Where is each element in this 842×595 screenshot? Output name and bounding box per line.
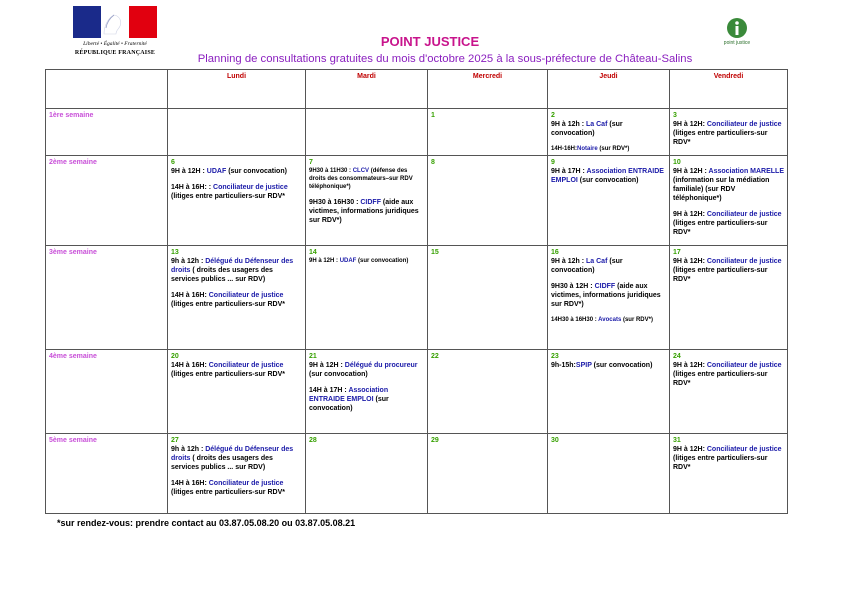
day-number: 28 xyxy=(309,437,317,444)
consultation-entry xyxy=(171,445,302,472)
entry-details: (sur convocation) xyxy=(226,168,287,175)
day-cell xyxy=(428,434,548,514)
consultation-entry xyxy=(551,282,666,309)
entry-details: (aide aux victimes, informations juridiques sur RDV*) xyxy=(309,199,419,224)
header-corner-cell xyxy=(46,70,168,109)
consultation-entry xyxy=(309,386,424,413)
entry-details: (sur RDV*) xyxy=(597,146,630,152)
entry-details: (litiges entre particuliers-sur RDV* xyxy=(673,371,768,387)
entry-time: 14H à 16H: xyxy=(171,362,209,369)
day-number: 15 xyxy=(431,249,439,256)
entry-provider: Notaire xyxy=(577,146,598,152)
day-number: 14 xyxy=(309,249,317,256)
entry-time: 9H à 12H : xyxy=(309,258,340,264)
entry-provider: Conciliateur de justice xyxy=(208,480,284,487)
entry-spacer xyxy=(309,379,424,386)
consultation-entry xyxy=(309,257,424,265)
week-label: 2ème semaine xyxy=(46,156,168,246)
day-cell xyxy=(168,246,306,350)
table-header-row xyxy=(46,70,788,109)
entry-provider: Association ENTRAIDE EMPLOI xyxy=(309,387,389,403)
consultation-entry xyxy=(171,479,302,497)
entry-provider: Conciliateur de justice xyxy=(706,211,782,218)
day-number: 9 xyxy=(551,159,555,166)
entry-details: (litiges entre particuliers-sur RDV* xyxy=(171,489,285,496)
entry-details: (aide aux victimes, informations juridiques sur RDV*) xyxy=(551,283,661,308)
day-number: 3 xyxy=(673,112,677,119)
entry-details: (information sur la médiation familiale) (sur RDV téléphonique*) xyxy=(673,177,770,202)
entry-provider: Conciliateur de justice xyxy=(706,258,782,265)
republique-francaise-logo xyxy=(70,6,160,60)
entry-time: 14H-16H: xyxy=(551,146,578,152)
day-header-vendredi: Vendredi xyxy=(670,70,788,109)
entry-time: 9h à 12h : xyxy=(171,258,206,265)
entry-time: 14H à 16H: xyxy=(171,480,209,487)
week-label: 4ème semaine xyxy=(46,350,168,434)
entry-time: 9H30 à 16H30 : xyxy=(309,199,361,206)
week-label: 1ère semaine xyxy=(46,109,168,156)
entry-provider: UDAF xyxy=(339,258,357,264)
entry-time: 9h à 12h : xyxy=(171,446,206,453)
day-cell xyxy=(306,434,428,514)
entry-provider: La Caf xyxy=(586,121,608,128)
entry-spacer xyxy=(309,191,424,198)
day-number: 6 xyxy=(171,159,175,166)
entry-provider: CIDFF xyxy=(594,283,616,290)
entry-time: 9H30 à 11H30 : xyxy=(309,168,353,174)
entry-details: (sur convocation) xyxy=(356,258,409,264)
footer-note: *sur rendez-vous: prendre contact au 03.87.05.08.20 ou 03.87.05.08.21 xyxy=(57,518,356,528)
entry-provider: Délégué du Défenseur des droits xyxy=(171,258,294,274)
consultation-entry xyxy=(551,167,666,185)
day-number: 30 xyxy=(551,437,559,444)
day-cell xyxy=(168,156,306,246)
entry-details: (sur convocation) xyxy=(551,258,623,274)
day-cell xyxy=(670,109,788,156)
entry-time: 14H à 17H : xyxy=(309,387,349,394)
consultation-entry xyxy=(309,198,424,225)
day-cell xyxy=(306,350,428,434)
consultation-entry xyxy=(171,183,302,201)
entry-details: (litiges entre particuliers-sur RDV* xyxy=(171,371,285,378)
entry-details: (litiges entre particuliers-sur RDV* xyxy=(673,267,768,283)
day-number: 31 xyxy=(673,437,681,444)
entry-provider: Conciliateur de justice xyxy=(706,121,782,128)
entry-time: 9H à 12H: xyxy=(673,121,707,128)
table-row xyxy=(46,350,788,434)
entry-details: (défense des droits des consommateurs–sur RDV téléphonique*) xyxy=(309,168,413,190)
day-number: 2 xyxy=(551,112,555,119)
entry-spacer xyxy=(551,275,666,282)
entry-provider: CIDFF xyxy=(360,199,381,206)
entry-time: 14H à 16H: xyxy=(171,292,209,299)
day-header-lundi: Lundi xyxy=(168,70,306,109)
consultation-entry xyxy=(673,257,784,284)
entry-time: 9H à 12h : xyxy=(551,121,587,128)
day-cell xyxy=(306,109,428,156)
consultation-entry xyxy=(171,291,302,309)
entry-details: (litiges entre particuliers-sur RDV* xyxy=(673,455,768,471)
day-number: 29 xyxy=(431,437,439,444)
entry-provider: UDAF xyxy=(206,168,227,175)
day-number: 10 xyxy=(673,159,681,166)
entry-spacer xyxy=(171,472,302,479)
table-row xyxy=(46,109,788,156)
entry-provider: Conciliateur de justice xyxy=(208,292,284,299)
day-cell xyxy=(306,156,428,246)
consultation-entry xyxy=(551,361,666,370)
consultation-entry xyxy=(171,257,302,284)
entry-details: ( droits des usagers des services publics ... sur RDV) xyxy=(171,455,273,471)
day-cell xyxy=(670,434,788,514)
marianne-icon xyxy=(100,12,126,36)
entry-provider: SPIP xyxy=(575,362,592,369)
day-header-mardi: Mardi xyxy=(306,70,428,109)
entry-provider: Conciliateur de justice xyxy=(706,362,782,369)
consultation-entry xyxy=(309,167,424,191)
page-title: POINT JUSTICE xyxy=(380,34,480,49)
consultation-entry xyxy=(673,210,784,237)
consultation-entry xyxy=(551,120,666,138)
day-cell xyxy=(670,156,788,246)
consultation-entry xyxy=(673,120,784,147)
day-header-mercredi: Mercredi xyxy=(428,70,548,109)
entry-time: 9H à 12H: xyxy=(673,446,707,453)
day-cell xyxy=(168,109,306,156)
day-cell xyxy=(548,434,670,514)
day-number: 1 xyxy=(431,112,435,119)
day-number: 24 xyxy=(673,353,681,360)
day-cell xyxy=(168,434,306,514)
entry-spacer xyxy=(171,176,302,183)
day-cell xyxy=(428,156,548,246)
day-cell xyxy=(548,156,670,246)
day-number: 20 xyxy=(171,353,179,360)
day-header-jeudi: Jeudi xyxy=(548,70,670,109)
day-cell xyxy=(428,350,548,434)
entry-spacer xyxy=(551,309,666,316)
entry-details: (sur convocation) xyxy=(591,362,653,369)
table-row xyxy=(46,156,788,246)
day-cell xyxy=(306,246,428,350)
entry-provider: Conciliateur de justice xyxy=(706,446,782,453)
planning-table xyxy=(45,69,788,514)
entry-time: 9h-15h: xyxy=(551,362,576,369)
day-number: 7 xyxy=(309,159,313,166)
entry-time: 14H à 16H: : xyxy=(171,184,214,191)
entry-time: 9H à 12H: xyxy=(673,258,707,265)
table-row xyxy=(46,434,788,514)
entry-details: (sur RDV*) xyxy=(621,317,653,323)
point-justice-logo-text: point justice xyxy=(723,40,751,46)
entry-time: 9H à 12H: xyxy=(673,362,707,369)
day-number: 8 xyxy=(431,159,435,166)
entry-provider: Délégué du procureur xyxy=(344,362,418,369)
entry-time: 9H à 12H : xyxy=(309,362,345,369)
entry-spacer xyxy=(551,138,666,145)
week-label: 3ème semaine xyxy=(46,246,168,350)
consultation-entry xyxy=(673,167,784,203)
entry-details: (sur convocation) xyxy=(551,121,623,137)
entry-provider: Délégué du Défenseur des droits xyxy=(171,446,294,462)
consultation-entry xyxy=(551,316,666,324)
consultation-entry xyxy=(673,445,784,472)
day-number: 21 xyxy=(309,353,317,360)
entry-details: ( droits des usagers des services publics ... sur RDV) xyxy=(171,267,273,283)
entry-provider: Avocats xyxy=(598,317,622,323)
day-cell xyxy=(548,350,670,434)
day-cell xyxy=(548,246,670,350)
day-cell xyxy=(670,350,788,434)
entry-details: (litiges entre particuliers-sur RDV* xyxy=(171,301,285,308)
entry-spacer xyxy=(171,284,302,291)
entry-provider: Association ENTRAIDE EMPLOI xyxy=(551,168,664,184)
entry-time: 9H à 12H : xyxy=(673,168,709,175)
consultation-entry xyxy=(309,361,424,379)
week-label: 5ème semaine xyxy=(46,434,168,514)
entry-provider: Conciliateur de justice xyxy=(208,362,284,369)
table-row xyxy=(46,246,788,350)
day-number: 22 xyxy=(431,353,439,360)
entry-details: (sur convocation) xyxy=(309,371,368,378)
logo-republic: RÉPUBLIQUE FRANÇAISE xyxy=(74,50,156,56)
day-cell xyxy=(548,109,670,156)
day-number: 27 xyxy=(171,437,179,444)
consultation-entry xyxy=(551,257,666,275)
consultation-entry xyxy=(171,361,302,379)
day-number: 13 xyxy=(171,249,179,256)
day-number: 16 xyxy=(551,249,559,256)
logo-motto: Liberté • Égalité • Fraternité xyxy=(83,41,147,47)
entry-time: 9H à 12H: xyxy=(673,211,707,218)
page-subtitle: Planning de consultations gratuites du mois d'octobre 2025 à la sous-préfecture de Château-Salins xyxy=(197,53,693,65)
entry-details: (litiges entre particuliers-sur RDV* xyxy=(673,130,768,146)
entry-details: (litiges entre particuliers-sur RDV* xyxy=(673,220,768,236)
entry-time: 9H à 17H : xyxy=(551,168,587,175)
day-cell xyxy=(428,246,548,350)
consultation-entry xyxy=(171,167,302,176)
entry-time: 9H30 à 12H : xyxy=(551,283,595,290)
entry-time: 9H à 12h : xyxy=(551,258,587,265)
consultation-entry xyxy=(673,361,784,388)
day-cell xyxy=(428,109,548,156)
day-number: 23 xyxy=(551,353,559,360)
entry-details: (sur convocation) xyxy=(577,177,639,184)
day-number: 17 xyxy=(673,249,681,256)
entry-time: 9H à 12H : xyxy=(171,168,207,175)
day-cell xyxy=(168,350,306,434)
consultation-entry xyxy=(551,145,666,153)
entry-provider: La Caf xyxy=(586,258,608,265)
day-cell xyxy=(670,246,788,350)
entry-provider: Conciliateur de justice xyxy=(213,184,288,191)
entry-spacer xyxy=(673,203,784,210)
entry-provider: Association MARELLE xyxy=(708,168,784,175)
entry-provider: CLCV xyxy=(352,168,370,174)
entry-time: 14H30 à 16H30 : xyxy=(551,317,599,323)
entry-details: (sur convocation) xyxy=(309,396,389,412)
entry-details: (litiges entre particuliers-sur RDV* xyxy=(171,193,285,200)
